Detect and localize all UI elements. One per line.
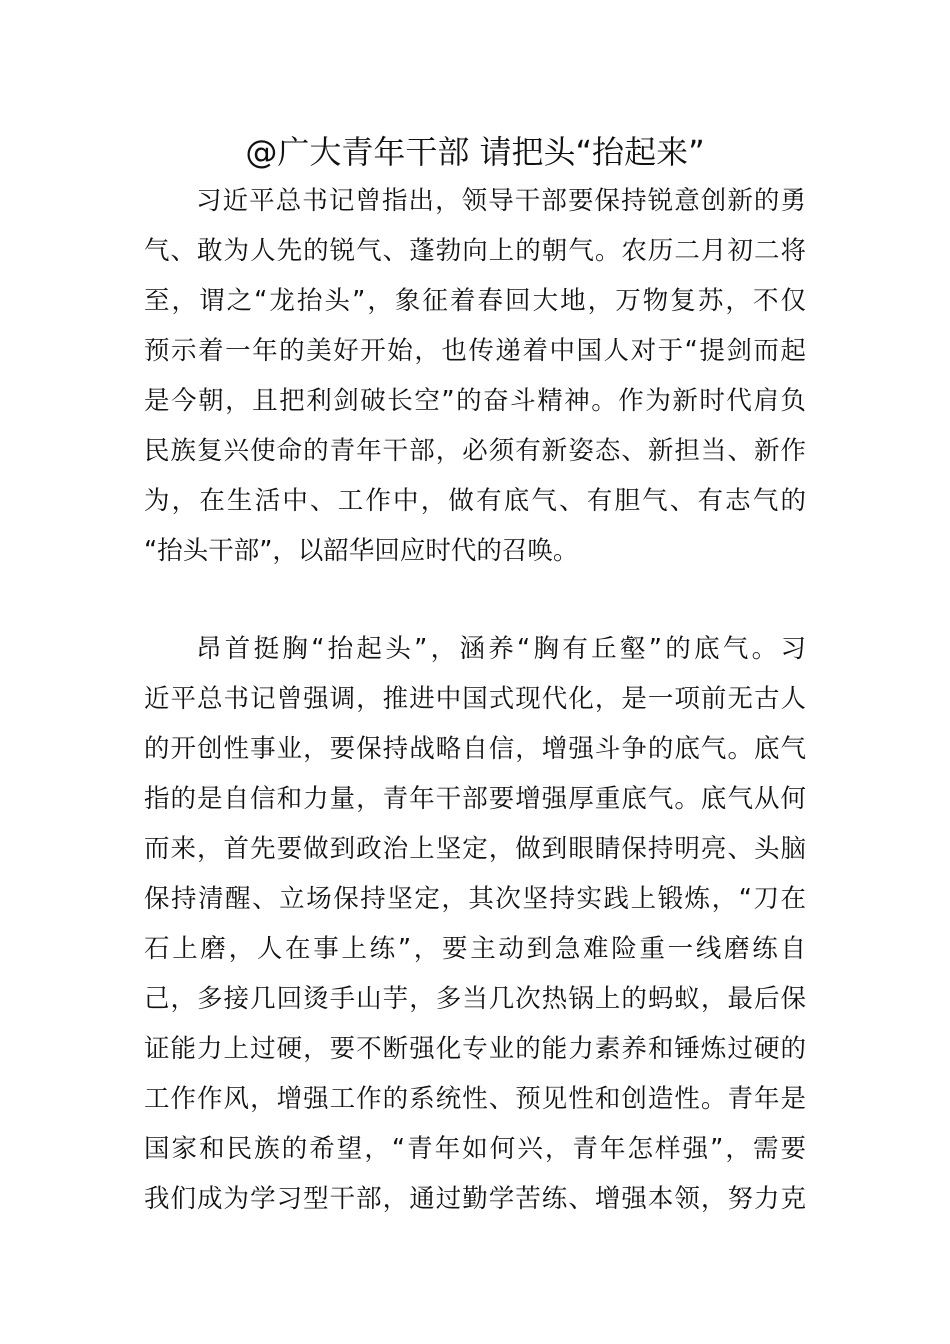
paragraph-1-line-6: 民族复兴使命的青年干部，必须有新姿态、新担当、新作: [144, 436, 806, 466]
paragraph-1-line-3: 至，谓之“龙抬头”，象征着春回大地，万物复苏，不仅: [144, 286, 806, 316]
paragraph-1-line-8: “抬头干部”，以韶华回应时代的召唤。: [144, 536, 579, 566]
paragraph-2-line-1: 昂首挺胸“抬起头”，涵养“胸有丘壑”的底气。习: [196, 634, 806, 664]
document-title: @广大青年干部 请把头“抬起来”: [245, 133, 705, 171]
paragraph-2-line-5: 而来，首先要做到政治上坚定，做到眼睛保持明亮、头脑: [144, 834, 806, 864]
paragraph-2-line-4: 指的是自信和力量，青年干部要增强厚重底气。底气从何: [144, 784, 806, 814]
paragraph-1-line-2: 气、敢为人先的锐气、蓬勃向上的朝气。农历二月初二将: [144, 236, 806, 266]
paragraph-1-line-5: 是今朝，且把利剑破长空”的奋斗精神。作为新时代肩负: [144, 386, 806, 416]
paragraph-1-line-4: 预示着一年的美好开始，也传递着中国人对于“提剑而起: [144, 336, 806, 366]
paragraph-2-line-9: 证能力上过硬，要不断强化专业的能力素养和锤炼过硬的: [144, 1034, 806, 1064]
paragraph-2-line-6: 保持清醒、立场保持坚定，其次坚持实践上锻炼，“刀在: [144, 884, 806, 914]
paragraph-2-line-10: 工作作风，增强工作的系统性、预见性和创造性。青年是: [144, 1084, 806, 1114]
paragraph-2-line-2: 近平总书记曾强调，推进中国式现代化，是一项前无古人: [144, 684, 806, 714]
paragraph-1-line-1: 习近平总书记曾指出，领导干部要保持锐意创新的勇: [196, 186, 806, 216]
paragraph-2-line-3: 的开创性事业，要保持战略自信，增强斗争的底气。底气: [144, 734, 806, 764]
paragraph-2-line-12: 我们成为学习型干部，通过勤学苦练、增强本领，努力克: [144, 1184, 806, 1214]
paragraph-2-line-8: 己，多接几回烫手山芋，多当几次热锅上的蚂蚁，最后保: [144, 984, 806, 1014]
paragraph-1-line-7: 为，在生活中、工作中，做有底气、有胆气、有志气的: [144, 486, 806, 516]
paragraph-2-line-7: 石上磨，人在事上练”，要主动到急难险重一线磨练自: [144, 934, 806, 964]
paragraph-2-line-11: 国家和民族的希望，“青年如何兴，青年怎样强”，需要: [144, 1134, 806, 1164]
